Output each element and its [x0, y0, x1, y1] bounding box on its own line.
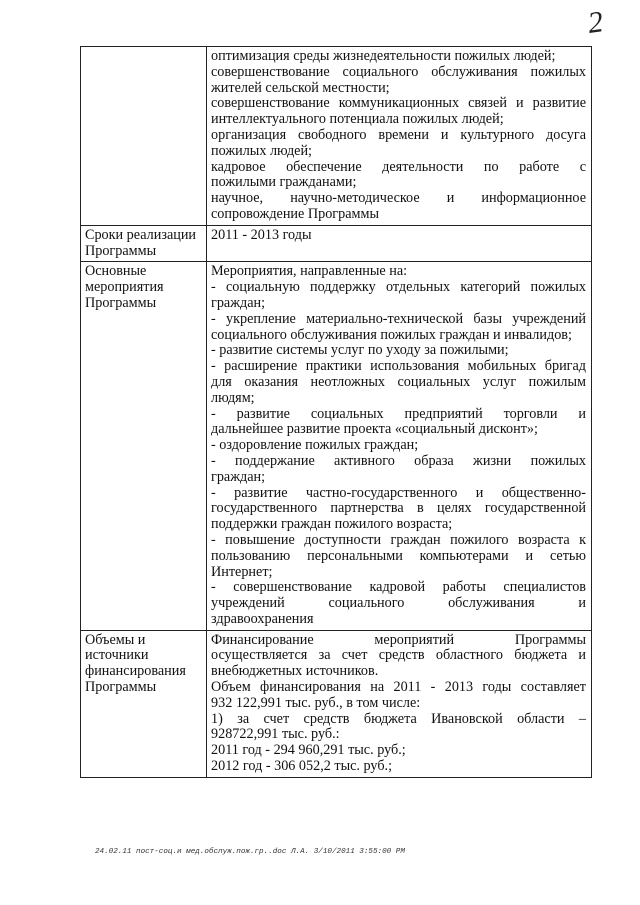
text-line: оптимизация среды жизнедеятельности пожилых людей;: [211, 48, 556, 64]
text-line: совершенствование социального обслуживания пожилых: [211, 63, 586, 80]
text-line: - оздоровление пожилых граждан;: [211, 437, 419, 454]
text-line: социального обслуживания пожилых граждан и инвалидов;: [211, 326, 572, 343]
row-content: [207, 225, 592, 262]
text-line: 2011 год - 294 960,291 тыс. руб.;: [211, 742, 406, 759]
row-label: Объемы и источники финансирования Программы: [81, 630, 207, 777]
text-line: - укрепление материально-технической базы учреждений: [211, 310, 586, 327]
text-line: граждан;: [211, 294, 266, 311]
row-content: [207, 630, 592, 777]
row-content: [207, 47, 592, 226]
row-label: Сроки реализации Программы: [81, 225, 207, 262]
text-line: интеллектуального потенциала пожилых людей;: [211, 111, 504, 128]
table-row: [81, 262, 592, 630]
table-row: [81, 225, 592, 262]
text-line: 932 122,991 тыс. руб., в том числе:: [211, 694, 421, 711]
text-line: пользованию персональными компьютерами и сетью: [211, 547, 586, 564]
text-line: - развитие системы услуг по уходу за пожилыми;: [211, 342, 509, 359]
row-content: [207, 262, 592, 630]
text-line: для оказания неотложных социальных услуг пожилым: [211, 373, 586, 390]
text-line: совершенствование коммуникационных связей и развитие: [211, 95, 586, 112]
text-line: 928722,991 тыс. руб.:: [211, 726, 340, 743]
row-label: [81, 47, 207, 226]
text-line: - развитие частно-государственного и общественно-: [211, 484, 586, 501]
row-label: Основные мероприятия Программы: [81, 262, 207, 630]
table-row: [81, 630, 592, 777]
text-line: учреждений социального обслуживания и: [211, 595, 586, 612]
text-line: здравоохранения: [211, 610, 314, 627]
text-line: сопровождение Программы: [211, 205, 379, 222]
text-line: осуществляется за счет средств областного бюджета и: [211, 647, 586, 664]
text-line: Финансирование мероприятий Программы: [211, 631, 586, 648]
text-line: кадровое обеспечение деятельности по работе с: [211, 158, 586, 175]
text-line: - повышение доступности граждан пожилого возраста к: [211, 531, 586, 548]
text-line: - поддержание активного образа жизни пожилых: [211, 452, 586, 469]
table-row: [81, 47, 592, 226]
page-number: 2: [585, 5, 606, 40]
text-line: поддержки граждан пожилого возраста;: [211, 516, 453, 533]
text-line: пожилых людей;: [211, 142, 312, 159]
text-line: - социальную поддержку отдельных категорий пожилых: [211, 279, 586, 296]
text-line: Интернет;: [211, 563, 273, 580]
text-line: граждан;: [211, 468, 266, 485]
text-line: внебюджетных источников.: [211, 663, 379, 680]
program-passport-table: [80, 46, 592, 778]
document-footer: 24.02.11 пост-соц.и мед.обслуж.пож.гр..doc Л.А. 3/10/2011 3:55:00 PM: [95, 848, 405, 856]
text-line: Мероприятия, направленные на:: [211, 263, 408, 280]
text-line: - расширение практики использования мобильных бригад: [211, 358, 586, 375]
text-line: научное, научно-методическое и информационное: [211, 190, 586, 207]
text-line: государственного партнерства в целях государственной: [211, 500, 586, 517]
text-line: - совершенствование кадровой работы специалистов: [211, 579, 586, 596]
text-line: 2012 год - 306 052,2 тыс. руб.;: [211, 758, 393, 775]
text-line: организация свободного времени и культурного досуга: [211, 126, 586, 143]
text-line: жителей сельской местности;: [211, 79, 390, 96]
text-line: 2011 - 2013 годы: [211, 226, 312, 243]
text-line: 1) за счет средств бюджета Ивановской области –: [211, 710, 586, 727]
text-line: людям;: [211, 389, 255, 406]
text-line: дальнейшее развитие проекта «социальный дисконт»;: [211, 421, 538, 438]
text-line: - развитие социальных предприятий торговли и: [211, 405, 586, 422]
text-line: Объем финансирования на 2011 - 2013 годы составляет: [211, 679, 586, 696]
text-line: пожилыми гражданами;: [211, 174, 357, 191]
